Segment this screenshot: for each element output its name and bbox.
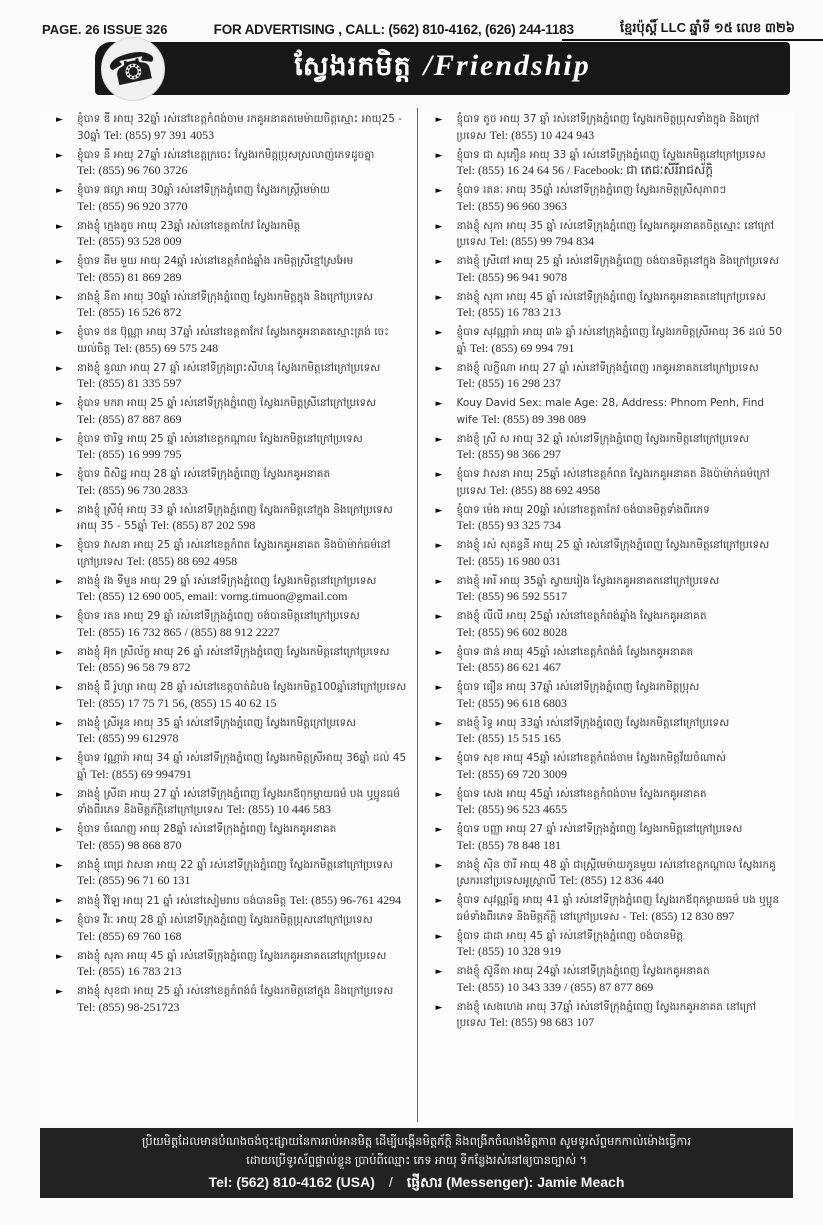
bullet-arrow-icon: ► [435, 186, 443, 196]
classifieds-content [40, 108, 793, 1122]
entry-phone: Tel: (855) 96 941 9078 [456, 269, 567, 284]
entry-text: នាងខ្ញុំ លក្ខិណា អាយុ 27 ឆ្នាំ រស់នៅទីក្រុងភ្នំពេញ រកគូអនាគតនៅក្រៅប្រទេស [456, 361, 759, 374]
entry-text: នាងខ្ញុំ ជី រ៉ូហ្សា អាយុ 28 ឆ្នាំ រស់នៅខេត្តបាត់ដំបង ស្វែងរកមិត្ត100ឆ្នាំនៅក្រៅប្រទេស [77, 681, 407, 693]
classified-entry [54, 574, 407, 606]
bullet-arrow-icon: ► [56, 916, 63, 926]
bullet-arrow-icon: ► [435, 825, 443, 835]
classified-entry [434, 467, 784, 499]
entry-phone: Tel: (855) 93 325 734 [456, 518, 561, 532]
entry-text: នាងខ្ញុំ ស្រីពៅ អាយុ 25 ឆ្នាំ រស់នៅទីក្រុងភ្នំពេញ ចង់បានមិត្តនៅក្នុង និងក្រៅប្រទេស [456, 255, 780, 267]
entry-text: នាងខ្ញុំ ស្រី ស អាយុ 32 ឆ្នាំ រស់នៅទីក្រុងភ្នំពេញ ស្វែងរកមិត្តនៅក្រៅប្រទេស [456, 432, 750, 445]
entry-phone: Tel: (855) 88 692 4958 [489, 482, 601, 497]
entry-text: នាងខ្ញុំ រស់ សុគន្ធនី អាយុ 25 ឆ្នាំ រស់នៅទីក្រុងភ្នំពេញ ស្វែងរកមិត្តនៅក្រៅប្រទេស [456, 539, 770, 551]
classified-entry [54, 680, 407, 712]
classified-entry [434, 503, 784, 535]
entry-text: ខ្ញុំបាទ ផល្លា អាយុ 30ឆ្នាំ រស់នៅទីក្រុងភ្នំពេញ ស្វែងរកស្ត្រីមេម៉ាយ [77, 184, 330, 196]
entry-phone: Tel: (855) 16 732 865 / (855) 88 912 2227 [77, 624, 280, 639]
entry-phone: Tel: (855) 96 760 3726 [77, 163, 188, 177]
entry-text: ខ្ញុំបាទ មករា អាយុ 25 ឆ្នាំ រស់នៅទីក្រុងភ្នំពេញ ស្វែងរកមិត្តស្រីនៅក្រៅប្រទេស [77, 397, 377, 409]
bullet-arrow-icon: ► [435, 576, 443, 587]
entry-text: ខ្ញុំបាទ វាសនា អាយុ 25 ឆ្នាំ រស់នៅខេត្តកំពត ស្វែងរកគូអនាគត និងប៉ាម៉ាក់ធម៌នៅក្រៅប្រទេស [77, 539, 391, 568]
classified-entry [434, 751, 784, 783]
entry-phone: Tel: (855) 98 366 297 [456, 447, 561, 461]
bullet-arrow-icon: ► [56, 754, 63, 764]
bullet-arrow-icon: ► [435, 434, 443, 445]
classified-entry [434, 716, 784, 748]
entry-phone: Tel: (855) 10 328 919 [456, 944, 561, 958]
entry-text: ខ្ញុំបាទ វណ្ណារ៉ា អាយុ 34 ឆ្នាំ រស់នៅទីក្រុងភ្នំពេញ ស្វែងរកមិត្តស្រីអាយុ 36ឆ្នាំ ដល់ 45 ឆ្នាំ [77, 752, 407, 781]
bullet-arrow-icon: ► [56, 612, 63, 622]
entry-phone: Tel: (855) 10 446 583 [226, 802, 332, 816]
entry-phone: Tel: (855) 97 391 4053 [103, 127, 215, 142]
classified-entry [54, 893, 407, 910]
classified-entry [434, 148, 784, 180]
entry-text: ខ្ញុំបាទ នី អាយុ 27ឆ្នាំ រស់នៅខេត្តក្រចេះ ស្វែងរកមិត្តប្រុសស្រលាញ់ភេទដូចគ្នា [77, 148, 375, 161]
bullet-arrow-icon: ► [56, 434, 63, 445]
entry-text: ខ្ញុំបាទ ពិសិដ្ឋ អាយុ 28 ឆ្នាំ រស់នៅទីក្រុងភ្នំពេញ ស្វែងរកគូអនាគត [77, 468, 331, 480]
bullet-arrow-icon: ► [435, 541, 443, 551]
entry-phone: Tel: (855) 69 994 791 [469, 340, 575, 355]
bullet-arrow-icon: ► [56, 951, 63, 962]
entry-phone: Tel: (855) 17 75 71 56, (855) 15 40 62 15 [77, 695, 277, 710]
bullet-arrow-icon: ► [56, 221, 63, 232]
entry-text: នាងខ្ញុំ អារី អាយុ 35ឆ្នាំ ស្វាយរៀង ស្វែងរកគូអនាគតនៅក្រៅប្រទេស [456, 574, 720, 587]
bullet-arrow-icon: ► [435, 647, 443, 658]
classified-entry [54, 396, 407, 428]
bullet-arrow-icon: ► [435, 257, 443, 267]
bullet-arrow-icon: ► [435, 860, 443, 871]
bullet-arrow-icon: ► [56, 683, 63, 693]
entry-text: ខ្ញុំបាទ បញ្ញា អាយុ 27 ឆ្នាំ រស់នៅទីក្រុងភ្នំពេញ ស្វែងរកមិត្តនៅក្រៅប្រទេស [456, 823, 743, 835]
entry-phone: Tel: (855) 96 920 3770 [77, 198, 188, 213]
entry-phone: Tel: (855) 96 602 8028 [456, 624, 567, 639]
bullet-arrow-icon: ► [435, 292, 443, 303]
entry-phone: Tel: (855) 16 298 237 [456, 376, 561, 390]
page-issue-label: PAGE. 26 ISSUE 326 [42, 21, 168, 37]
bullet-arrow-icon: ► [56, 257, 63, 267]
entry-phone: Tel: (855) 69 994791 [90, 766, 192, 781]
bullet-arrow-icon: ► [435, 754, 443, 764]
footer-tel: Tel: (562) 810-4162 (USA) [208, 1174, 375, 1190]
masthead-rule [562, 39, 823, 41]
entry-phone: Tel: (855) 96-761 4294 [289, 893, 402, 907]
bullet-arrow-icon: ► [56, 541, 63, 551]
entry-phone: Tel: (855) 99 612978 [77, 731, 179, 745]
bullet-arrow-icon: ► [435, 789, 443, 800]
classified-entry [54, 325, 407, 357]
entry-text: នាងខ្ញុំ ស្រីដា អាយុ 27 ឆ្នាំ រស់នៅទីក្រុងភ្នំពេញ ស្វែងរកឪពុកម្ដាយធម៌ បង ឬប្អូនធម៌ទាំងពីរភេទ និងមិត្តភ័ក្ដិនៅក្រៅប្រទេស [77, 787, 400, 816]
classified-entry [54, 290, 407, 322]
classified-entry [434, 219, 784, 251]
classified-entry [434, 183, 784, 215]
entry-phone: Tel: (855) 96 71 60 131 [77, 873, 191, 887]
bullet-arrow-icon: ► [56, 860, 63, 871]
bullet-arrow-icon: ► [56, 647, 63, 658]
classified-entry [434, 822, 784, 854]
classified-entry [434, 361, 784, 393]
footer-messenger: ផ្ញើសារ (Messenger): Jamie Meach [406, 1174, 625, 1190]
classified-entry [54, 219, 407, 251]
bullet-arrow-icon: ► [56, 328, 63, 338]
bullet-arrow-icon: ► [435, 115, 443, 125]
entry-phone: Tel: (855) 96 58 79 872 [77, 660, 191, 674]
classified-entry [54, 503, 407, 535]
entry-text: នាងខ្ញុំ រិទ្ធ អាយុ 33ឆ្នាំ រស់នៅទីក្រុងភ្នំពេញ ស្វែងរកមិត្តនៅក្រៅប្រទេស [456, 716, 730, 729]
entry-phone: Tel: (855) 81 869 289 [77, 269, 182, 284]
entry-phone: Tel: (855) 87 887 869 [77, 411, 182, 426]
masthead [42, 18, 795, 40]
entry-phone: Tel: (855) 16 526 872 [77, 305, 182, 319]
classified-entry [54, 361, 407, 393]
bullet-arrow-icon: ► [435, 399, 443, 409]
bullet-arrow-icon: ► [435, 363, 443, 374]
entry-text: នាងខ្ញុំ សុភា អាយុ 45 ឆ្នាំ រស់នៅទីក្រុងភ្នំពេញ ស្វែងរកគូអនាគតនៅក្រៅប្រទេស [456, 290, 766, 303]
footer-line-2: ដោយប្រើទូរស័ព្ទផ្ទាល់ខ្លួន ប្រាប់ពីឈ្មោះ ភេទ អាយុ ទីកន្លែងរស់នៅឲ្យបានច្បាស់ ។ [246, 1155, 587, 1167]
bullet-arrow-icon: ► [56, 150, 63, 161]
bullet-arrow-icon: ► [435, 1002, 443, 1013]
bullet-arrow-icon: ► [435, 150, 443, 161]
entry-phone: Tel: (855) 88 692 4958 [126, 553, 238, 568]
classified-entry [434, 254, 784, 286]
bullet-arrow-icon: ► [435, 896, 443, 906]
bullet-arrow-icon: ► [56, 186, 63, 196]
section-banner [95, 42, 790, 95]
classified-entry [54, 858, 407, 890]
classified-entry [434, 432, 784, 464]
entry-text: ខ្ញុំបាទ រតនៈ អាយុ 35ឆ្នាំ រស់នៅទីក្រុងភ្នំពេញ ស្វែងរកមិត្តស្រីសុភាពៗ [456, 184, 727, 196]
entry-phone: Tel: (855) 98 868 870 [77, 837, 182, 852]
entry-text: ខ្ញុំបាទ សុវណ្ណារ៉ា អាយុ ៣៦ ឆ្នាំ រស់នៅក្រុងភ្នំពេញ ស្វែងរកមិត្តស្រីអាយុ 36 ដល់ 50 ឆ្នាំ [456, 326, 783, 355]
entry-phone: Tel: (855) 12 836 440 [559, 873, 664, 887]
entry-phone: Tel: (855) 10 343 339 / (855) 87 877 869 [456, 979, 654, 994]
publication-name: ខ្មែរប៉ុស្ដិ៍ LLC ឆ្នាំទី ១៥ លេខ ៣២៦ [619, 19, 795, 35]
entry-text: នាងខ្ញុំ សុភា អាយុ 35 ឆ្នាំ រស់នៅទីក្រុងភ្នំពេញ ស្វែងរកគូអនាគតចិត្តស្មោះ នៅក្រៅប្រទេស [456, 219, 775, 248]
classified-entry [434, 680, 784, 712]
classified-entry [54, 609, 407, 641]
entry-text: ខ្ញុំបាទ រតន អាយុ 29 ឆ្នាំ រស់នៅទីក្រុងភ្នំពេញ ចង់បានមិត្តនៅក្រៅប្រទេស [77, 610, 360, 622]
entry-text: នាងខ្ញុំ ក្មេងតូច អាយុ 23ឆ្នាំ រស់នៅខេត្តតាកែវ ស្វែងរកមិត្ត [77, 219, 301, 232]
footer-separator: / [388, 1174, 393, 1190]
entry-phone: Tel: (855) 98-251723 [77, 999, 180, 1014]
entry-phone: Tel: (855) 99 794 834 [489, 234, 595, 248]
entry-text: ខ្ញុំបាទ វីរៈ អាយុ 28 ឆ្នាំ រស់នៅទីក្រុងភ្នំពេញ ស្វែងរកមិត្តប្រុសនៅក្រៅប្រទេស [77, 914, 373, 926]
entry-phone: Tel: (855) 16 783 213 [77, 964, 182, 978]
classified-entry [54, 751, 407, 783]
bullet-arrow-icon: ► [56, 718, 63, 729]
entry-text: នាងខ្ញុំ ស៊ូនីតា អាយុ 24ឆ្នាំ រស់នៅទីក្រុងភ្នំពេញ ស្វែងរកគូអនាគត [456, 965, 710, 977]
footer-contact [40, 1171, 793, 1193]
bullet-arrow-icon: ► [56, 292, 63, 303]
entry-phone: Tel: (855) 16 980 031 [456, 553, 561, 568]
entry-phone: Tel: (855) 89 398 089 [481, 411, 586, 426]
bullet-arrow-icon: ► [435, 328, 443, 338]
entry-phone: Tel: (855) 86 621 467 [456, 660, 561, 674]
entry-phone: Tel: (855) 15 515 165 [456, 731, 561, 745]
bullet-arrow-icon: ► [56, 363, 63, 374]
entry-text: ខ្ញុំបាទ ថន ប៊ុណ្ណា អាយុ 37ឆ្នាំ រស់នៅខេត្តតាកែវ ស្វែងរកគូអនាគតស្មោះត្រង់ ចេះយល់ចិត្ត [77, 326, 389, 355]
entry-text: ខ្ញុំបាទ គីម មួយ អាយុ 24ឆ្នាំ រស់នៅខេត្តកំពង់ឆ្នាំង រកមិត្តស្រីខ្មៅស្រអែម [77, 255, 354, 267]
classified-entry [434, 929, 784, 961]
entry-phone: Tel: (855) 98 683 107 [489, 1015, 595, 1029]
entry-text: នាងខ្ញុំ ស្រីអូន អាយុ 35 ឆ្នាំ រស់នៅទីក្រុងភ្នំពេញ ស្វែងរកមិត្តក្រៅប្រទេស [77, 716, 357, 729]
entry-text: នាងខ្ញុំ វិឡៃ អាយុ 21 ឆ្នាំ រស់នៅសៀមរាប ចង់បានមិត្ត [77, 895, 287, 907]
footer-line-1: ប្រិយមិត្តដែលមានបំណងចង់ចុះផ្សាយនៃការរាប់អានមិត្ត ដើម្បីបង្កើនមិត្តភ័ក្ដិ និងពង្រីកចំណងមិត្តភាព សូមទូរស័ព្ទមកកាល់ម៉ោងធ្វើការ [142, 1136, 691, 1148]
entry-text: ខ្ញុំបាទ សុវណ្ណរ័ត្ន អាយុ 41 ឆ្នាំ រស់នៅទីក្រុងភ្នំពេញ ស្វែងរកឪពុកម្ដាយធម៌ បង ឬប្អូនធម៌ទាំងពីរភេទ និងមិត្តភ័ក្ដិ នៅក្រៅប្រទេស - [456, 894, 780, 923]
entry-phone: Tel: (855) 12 690 005, email: vorng.timuon@gmail.com [77, 589, 348, 603]
classified-entry [434, 893, 784, 925]
entry-phone: Tel: (855) 78 848 181 [456, 837, 561, 852]
classified-entry [54, 148, 407, 180]
bullet-arrow-icon: ► [435, 221, 443, 232]
entry-text: ខ្ញុំបាទ ផាន់ អាយុ 45ឆ្នាំ រស់នៅខេត្តកំពង់ធំ ស្វែងរកគូអនាគត [456, 645, 694, 658]
entry-text: នាងខ្ញុំ ស្រីមុំ អាយុ 33 ឆ្នាំ រស់នៅទីក្រុងភ្នំពេញ ស្វែងរកមិត្តនៅក្នុង និងក្រៅប្រទេស អាយុ 35 - 55ឆ្នាំ [77, 503, 393, 532]
classified-entry [54, 112, 407, 144]
classified-entry [434, 858, 784, 890]
bullet-arrow-icon: ► [56, 576, 63, 587]
bullet-arrow-icon: ► [56, 896, 63, 906]
footer-notice [40, 1128, 793, 1198]
entry-text: នាងខ្ញុំ នីតា អាយុ 30ឆ្នាំ រស់នៅទីក្រុងភ្នំពេញ ស្វែងរកមិត្តក្នុង និងក្រៅប្រទេស [77, 290, 374, 303]
classified-entry [434, 112, 784, 144]
classified-entry [54, 538, 407, 570]
entry-phone: Tel: (855) 16 783 213 [456, 305, 561, 319]
entry-phone: Tel: (855) 69 575 248 [113, 340, 219, 355]
classified-entry [54, 949, 407, 981]
classified-entry [434, 1000, 784, 1032]
bullet-arrow-icon: ► [435, 683, 443, 693]
classified-entry [54, 787, 407, 819]
right-column [417, 108, 794, 1122]
entry-text: ខ្ញុំបាទ តូច អាយុ 37 ឆ្នាំ រស់នៅទីក្រុងភ្នំពេញ ស្វែងរកមិត្តប្រុសទាំងក្នុង និងក្រៅប្រទេស [456, 113, 760, 142]
section-title-english: /Friendship [423, 48, 591, 82]
bullet-arrow-icon: ► [435, 931, 443, 942]
classified-entry [434, 538, 784, 570]
rotary-telephone-icon: ☎ [104, 42, 162, 96]
entry-text: ខ្ញុំបាទ ចំណេញ អាយុ 28ឆ្នាំ រស់នៅទីក្រុងភ្នំពេញ ស្វែងរកគូអនាគត [77, 823, 337, 835]
entry-text: នាងខ្ញុំ សុខជា អាយុ 25 ឆ្នាំ រស់នៅខេត្តកំពង់ធំ ស្វែងរកមិត្តនៅក្នុង និងក្រៅប្រទេស [77, 985, 394, 997]
entry-text: Kouy David Sex: male Age: 28, Address: Phnom Penh, Find wife [456, 397, 765, 426]
entry-text: ខ្ញុំបាទ សុខ អាយុ 45ឆ្នាំ រស់នៅខេត្តកំពង់ចាម ស្វែងរកមិត្តវ័យចំណាស់ [456, 752, 726, 764]
classified-entry [54, 645, 407, 677]
entry-phone: Tel: (855) 10 424 943 [489, 127, 595, 142]
entry-phone: Tel: (855) 87 202 598 [150, 518, 256, 532]
entry-text: ខ្ញុំបាទ ម៉េង អាយុ 20ឆ្នាំ រស់នៅខេត្តតាកែវ ចង់បានមិត្តទាំងពីរភេទ [456, 503, 710, 516]
entry-text: នាងខ្ញុំ វង ទីមួន អាយុ 29 ឆ្នាំ រស់នៅទីក្រុងភ្នំពេញ ស្វែងរកមិត្តនៅក្រៅប្រទេស [77, 574, 377, 587]
classified-entry [54, 254, 407, 286]
entry-phone: Tel: (855) 96 960 3963 [456, 198, 567, 213]
classified-entry [434, 396, 784, 428]
left-column [40, 108, 417, 1122]
advertising-contact: FOR ADVERTISING , CALL: (562) 810-4162, (626) 244-1183 [213, 21, 574, 37]
classified-entry [54, 183, 407, 215]
bullet-arrow-icon: ► [435, 612, 443, 622]
entry-phone: Tel: (855) 12 830 897 [629, 908, 735, 923]
classified-entry [54, 822, 407, 854]
bullet-arrow-icon: ► [56, 825, 63, 835]
entry-phone: Tel: (855) 81 335 597 [77, 376, 182, 390]
entry-text: នាងខ្ញុំ អ៊ុក ស្រីល័ក្ខ អាយុ 26 ឆ្នាំ រស់នៅទីក្រុងភ្នំពេញ ស្វែងរកមិត្តនៅក្រៅប្រទេស [77, 645, 390, 658]
phone-badge [101, 37, 165, 101]
classified-entry [434, 787, 784, 819]
entry-text: ខ្ញុំបាទ ថារិទ្ធ អាយុ 25 ឆ្នាំ រស់នៅខេត្តកណ្ដាល ស្វែងរកមិត្តនៅក្រៅប្រទេស [77, 432, 363, 445]
bullet-arrow-icon: ► [435, 718, 443, 729]
section-title-khmer: ស្វែងរកមិត្ត [294, 50, 412, 81]
classified-entry [434, 325, 784, 357]
bullet-arrow-icon: ► [56, 115, 63, 125]
classified-entry [434, 964, 784, 996]
classified-entry [434, 290, 784, 322]
entry-phone: Tel: (855) 69 720 3009 [456, 766, 567, 781]
classified-entry [54, 984, 407, 1016]
bullet-arrow-icon: ► [435, 967, 443, 977]
entry-text: ខ្ញុំបាទ វាសនា អាយុ 25ឆ្នាំ រស់នៅខេត្តកំពត ស្វែងរកគូអនាគត និងប៉ាម៉ាក់ធម៌ក្រៅប្រទេស [456, 468, 770, 497]
entry-text: នាងខ្ញុំ ពេជ្រ វាសនា អាយុ 22 ឆ្នាំ រស់នៅទីក្រុងភ្នំពេញ ស្វែងរកមិត្តនៅក្រៅប្រទេស [77, 858, 393, 871]
entry-phone: Tel: (855) 96 618 6803 [456, 695, 567, 710]
entry-phone: Tel: (855) 93 528 009 [77, 234, 182, 248]
bullet-arrow-icon: ► [56, 470, 63, 480]
classified-entry [54, 432, 407, 464]
bullet-arrow-icon: ► [56, 987, 63, 997]
entry-phone: Tel: (855) 16 24 64 56 / Facebook: ជា តេជៈសីរីរាជស័ក្ដិ [456, 163, 713, 177]
bullet-arrow-icon: ► [56, 399, 63, 409]
entry-text: នាងខ្ញុំ សេងហេង អាយុ 37ឆ្នាំ រស់នៅទីក្រុងភ្នំពេញ ស្វែងរកគូអនាគត នៅក្រៅប្រទេស [456, 1000, 757, 1029]
entry-text: ខ្ញុំបាទ ឌី អាយុ 32ឆ្នាំ រស់នៅខេត្តកំពង់ចាម រកគូអនាគតមេម៉ាយចិត្តស្មោះ អាយុ25 - 30ឆ្នាំ [77, 113, 403, 142]
classified-entry [54, 716, 407, 748]
classified-entry [54, 913, 407, 945]
entry-text: នាងខ្ញុំ ស៊ិន ថារី អាយុ 48 ឆ្នាំ ជាស្ត្រីមេម៉ាយកូនមួយ រស់នៅខេត្តកណ្ដាល ស្វែងរកគូស្រករនៅប្រទេសអូស្ត្រាលី [456, 858, 776, 887]
classified-entry [434, 609, 784, 641]
classified-entry [54, 467, 407, 499]
entry-phone: Tel: (855) 69 760 168 [77, 928, 182, 943]
entry-text: នាងខ្ញុំ លីលី អាយុ 25ឆ្នាំ រស់នៅខេត្តកំពង់ឆ្នាំង ស្វែងរកគូអនាគត [456, 610, 707, 622]
entry-phone: Tel: (855) 16 999 795 [77, 447, 182, 461]
bullet-arrow-icon: ► [435, 505, 443, 516]
bullet-arrow-icon: ► [435, 470, 443, 480]
classified-entry [434, 574, 784, 606]
entry-text: ខ្ញុំបាទ ដាដា អាយុ 45 ឆ្នាំ រស់នៅទីក្រុងភ្នំពេញ ចង់បានមិត្ត [456, 929, 683, 942]
entry-phone: Tel: (855) 96 592 5517 [456, 589, 567, 603]
entry-text: ខ្ញុំបាទ សេង អាយុ 45ឆ្នាំ រស់នៅខេត្តកំពង់ចាម ស្វែងរកគូអនាគត [456, 787, 707, 800]
entry-phone: Tel: (855) 96 730 2833 [77, 482, 188, 497]
bullet-arrow-icon: ► [56, 789, 63, 800]
section-title [294, 49, 590, 89]
entry-text: ខ្ញុំបាទ ធឿន អាយុ 37ឆ្នាំ រស់នៅទីក្រុងភ្នំពេញ ស្វែងរកមិត្តប្រុស [456, 681, 700, 693]
entry-phone: Tel: (855) 96 523 4655 [456, 802, 567, 816]
bullet-arrow-icon: ► [56, 505, 63, 516]
entry-text: ខ្ញុំបាទ ជា សុភឿន អាយុ 33 ឆ្នាំ រស់នៅទីក្រុងភ្នំពេញ ស្វែងរកមិត្តនៅក្រៅប្រទេស [456, 148, 766, 161]
classified-entry [434, 645, 784, 677]
entry-text: នាងខ្ញុំ នួឈា អាយុ 27 ឆ្នាំ រស់នៅទីក្រុងព្រះសីហនុ ស្វែងរកមិត្តនៅក្រៅប្រទេស [77, 361, 381, 374]
entry-text: នាងខ្ញុំ សុភា អាយុ 45 ឆ្នាំ រស់នៅទីក្រុងភ្នំពេញ ស្វែងរកគូអនាគតនៅក្រៅប្រទេស [77, 949, 387, 962]
